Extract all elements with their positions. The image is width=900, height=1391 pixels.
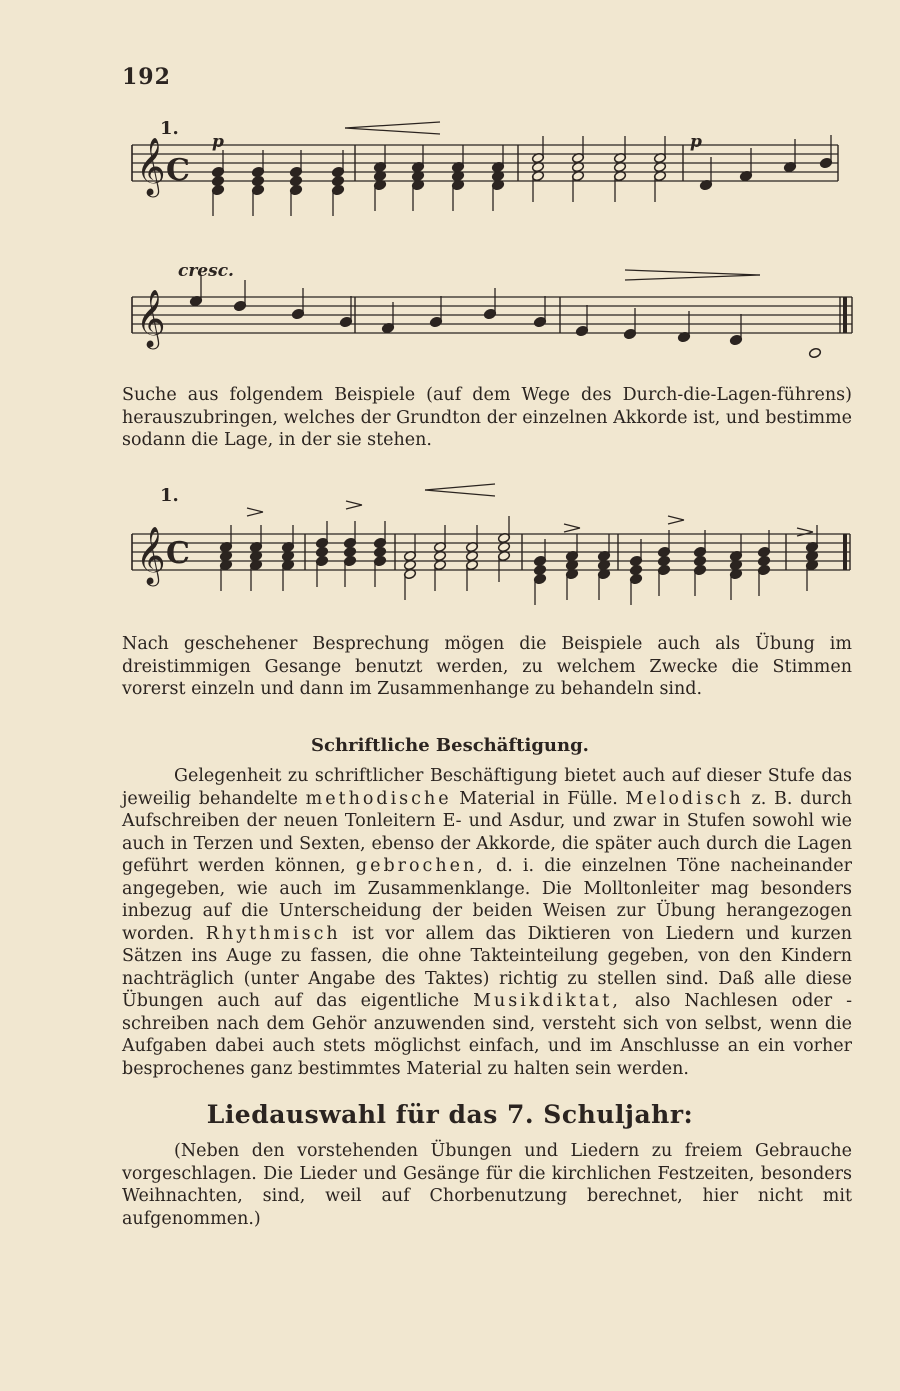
spaced-word: Melodisch: [625, 788, 744, 809]
chord-note: [657, 555, 670, 566]
chord-note: [373, 546, 386, 557]
time-signature-c-1: C: [166, 153, 190, 188]
text-run: also Nachlesen oder -schreiben nach dem Gehör anzuwenden sind, versteht sich von selbst, wenn die Aufgaben dabei auch stets möglichst einfach, und im Anschlusse an ein vorher besprochenes ganz bestimmtes Material zu halten sein werden.: [122, 991, 852, 1079]
dynamic-cresc: cresc.: [178, 261, 234, 281]
chord-note: [533, 564, 546, 575]
chord-note: [757, 555, 770, 566]
whole-note: [808, 347, 821, 358]
hairpin-line: [425, 490, 495, 496]
treble-clef-icon: 𝄞: [136, 289, 166, 347]
accent-mark: [797, 528, 813, 532]
dynamic-p-1: p: [212, 132, 224, 152]
example-number-1: 1.: [160, 118, 179, 139]
accent-mark: [564, 524, 580, 528]
hairpin-line: [345, 122, 440, 128]
hairpin-line: [625, 275, 760, 280]
example-number-2: 1.: [160, 485, 179, 506]
accent-mark: [346, 505, 362, 509]
spaced-word: Musikdiktat,: [473, 991, 621, 1011]
chord-note: [211, 175, 224, 186]
song-selection-paragraph: (Neben den vorstehenden Übungen und Liedern zu freiem Gebrauche vorgeschlagen. Die Lieder und Gesänge für die kirchlichen Festzeiten, besonders Weihnachten, sind, weil auf Chorbenutzung berechnet, hier nicht mit aufgenommen.): [122, 1141, 852, 1229]
hairpin-line: [625, 270, 760, 275]
treble-clef-icon: 𝄞: [136, 526, 166, 584]
chord-note: [251, 175, 264, 186]
chord-note: [629, 564, 642, 575]
hairpin-line: [345, 128, 440, 134]
written-work-paragraph: [122, 765, 852, 1080]
accent-mark: [247, 512, 263, 516]
text-run: d. i. die einzelnen Töne nacheinander angegeben, wie auch im Zusammenklange. Die Molltonleiter mag besonders inbezug auf die Unterscheidung der beiden Weisen zur Übung herangezogen worden.: [122, 856, 852, 944]
section-heading-written-work: Schriftliche Beschäftigung.: [311, 735, 589, 756]
hairpin-line: [425, 484, 495, 490]
treble-clef-icon: 𝄞: [136, 137, 166, 195]
spaced-word: methodische: [305, 788, 452, 809]
accent-mark: [668, 520, 684, 524]
accent-mark: [247, 508, 263, 512]
spaced-word: Rhythmisch: [205, 923, 341, 944]
text-run: Gelegenheit zu schriftlicher Beschäftigung bietet auch auf dieser Stufe das jeweilig behandelte: [122, 766, 852, 809]
time-signature-c-2: C: [166, 536, 190, 571]
chord-note: [343, 546, 356, 557]
section-heading-song-selection: Liedauswahl für das 7. Schuljahr:: [206, 1100, 694, 1129]
accent-mark: [346, 501, 362, 505]
chord-note: [289, 175, 302, 186]
chord-note: [693, 555, 706, 566]
text-run: Material in Fülle.: [459, 788, 618, 809]
page-number: 192: [122, 64, 171, 90]
dynamic-p-2: p: [690, 132, 702, 152]
text-run: ist vor allem das Diktieren von Liedern und kurzen Sätzen ins Auge zu fassen, die ohne Takteinteilung gegeben, von den Kindern nachträglich (unter Angabe des Taktes) richtig zu stellen sind. Daß alle diese Übungen auch auf das eigentliche: [122, 923, 852, 1011]
chord-note: [315, 546, 328, 557]
instruction-paragraph: Suche aus folgendem Beispiele (auf dem Wege des Durch-die-Lagen-führens) herauszubringen, welches der Grundton der einzelnen Akkorde ist, und bestimme sodann die Lage, in der sie stehen.: [122, 385, 852, 450]
discussion-paragraph: Nach geschehener Besprechung mögen die Beispiele auch als Übung im dreistimmigen Gesange benutzt werden, zu welchem Zwecke die Stimmen vorerst einzeln und dann im Zusammenhange zu behandeln sind.: [122, 634, 852, 699]
spaced-word: gebrochen,: [355, 856, 486, 876]
chord-note: [331, 175, 344, 186]
accent-mark: [564, 528, 580, 532]
accent-mark: [668, 516, 684, 520]
text-run: z. B. durch Aufschreiben der neuen Tonleitern E- und Asdur, und zwar in Stufen sowohl wie auch in Terzen und Sexten, ebenso der Akkorde, die später auch durch die Lagen geführt werden können,: [122, 788, 852, 876]
